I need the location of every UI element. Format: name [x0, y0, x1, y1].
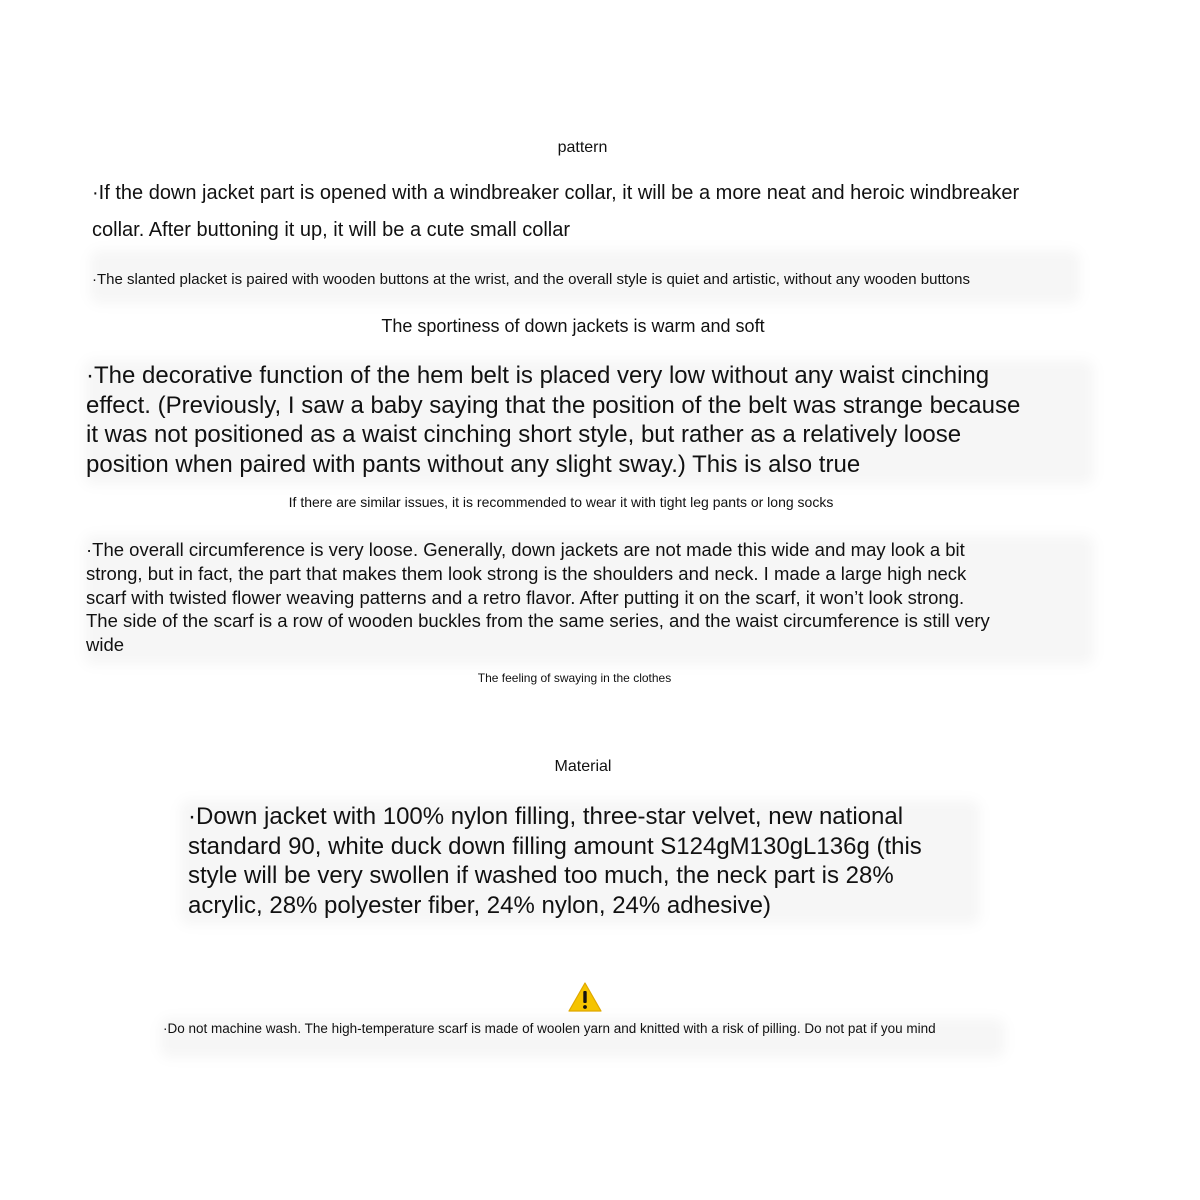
collar-description-line-2: collar. After buttoning it up, it will be a cute small collar — [92, 219, 571, 241]
pattern-heading: pattern — [557, 139, 608, 156]
material-filling-line: standard 90, white duck down filling amount S124gM130gL136g (this — [188, 832, 922, 860]
placket-description: ·The slanted placket is paired with wooden buttons at the wrist, and the overall style is quiet and artistic, without any wooden buttons — [92, 271, 970, 288]
hem-belt-line: effect. (Previously, I saw a baby saying that the position of the belt was strange because — [86, 391, 1021, 419]
material-filling-paragraph — [188, 802, 922, 920]
warning-exclamation-bar — [583, 991, 586, 1003]
circumference-paragraph — [86, 538, 990, 657]
circumference-line: The side of the scarf is a row of wooden buckles from the same series, and the waist circumference is still very — [86, 610, 990, 632]
material-filling-line: ·Down jacket with 100% nylon filling, three-star velvet, new national — [188, 803, 904, 830]
circumference-line: ·The overall circumference is very loose. Generally, down jackets are not made this wide and may look a bit — [86, 539, 965, 560]
sportiness-subheading: The sportiness of down jackets is warm and soft — [381, 316, 765, 336]
warning-triangle-icon — [568, 982, 602, 1012]
material-filling-line: style will be very swollen if washed too much, the neck part is 28% — [188, 862, 894, 889]
circumference-line: wide — [86, 634, 125, 656]
hem-belt-paragraph — [86, 361, 1020, 479]
hem-belt-line: it was not positioned as a waist cinching short style, but rather as a relatively loose — [86, 421, 962, 448]
hem-belt-line: ·The decorative function of the hem belt is placed very low without any waist cinching — [86, 362, 990, 389]
washing-warning-text: ·Do not machine wash. The high-temperature scarf is made of woolen yarn and knitted with a risk of pilling. Do not pat if you mind — [163, 1021, 936, 1036]
material-filling-line: acrylic, 28% polyester fiber, 24% nylon, 24% adhesive) — [188, 891, 771, 919]
swaying-caption: The feeling of swaying in the clothes — [477, 671, 672, 685]
collar-description-line-1: ·If the down jacket part is opened with a windbreaker collar, it will be a more neat and heroic windbreaker — [92, 182, 1020, 204]
circumference-line: scarf with twisted flower weaving patterns and a retro flavor. After putting it on the scarf, it won’t look strong. — [86, 586, 965, 608]
warning-exclamation-dot — [583, 1005, 587, 1009]
material-heading: Material — [554, 758, 612, 775]
hem-belt-line: position when paired with pants without any slight sway.) This is also true — [86, 450, 861, 478]
circumference-line: strong, but in fact, the part that makes them look strong is the shoulders and neck. I made a large high neck — [86, 562, 967, 584]
belt-recommendation-note: If there are similar issues, it is recommended to wear it with tight leg pants or long socks — [288, 494, 834, 510]
